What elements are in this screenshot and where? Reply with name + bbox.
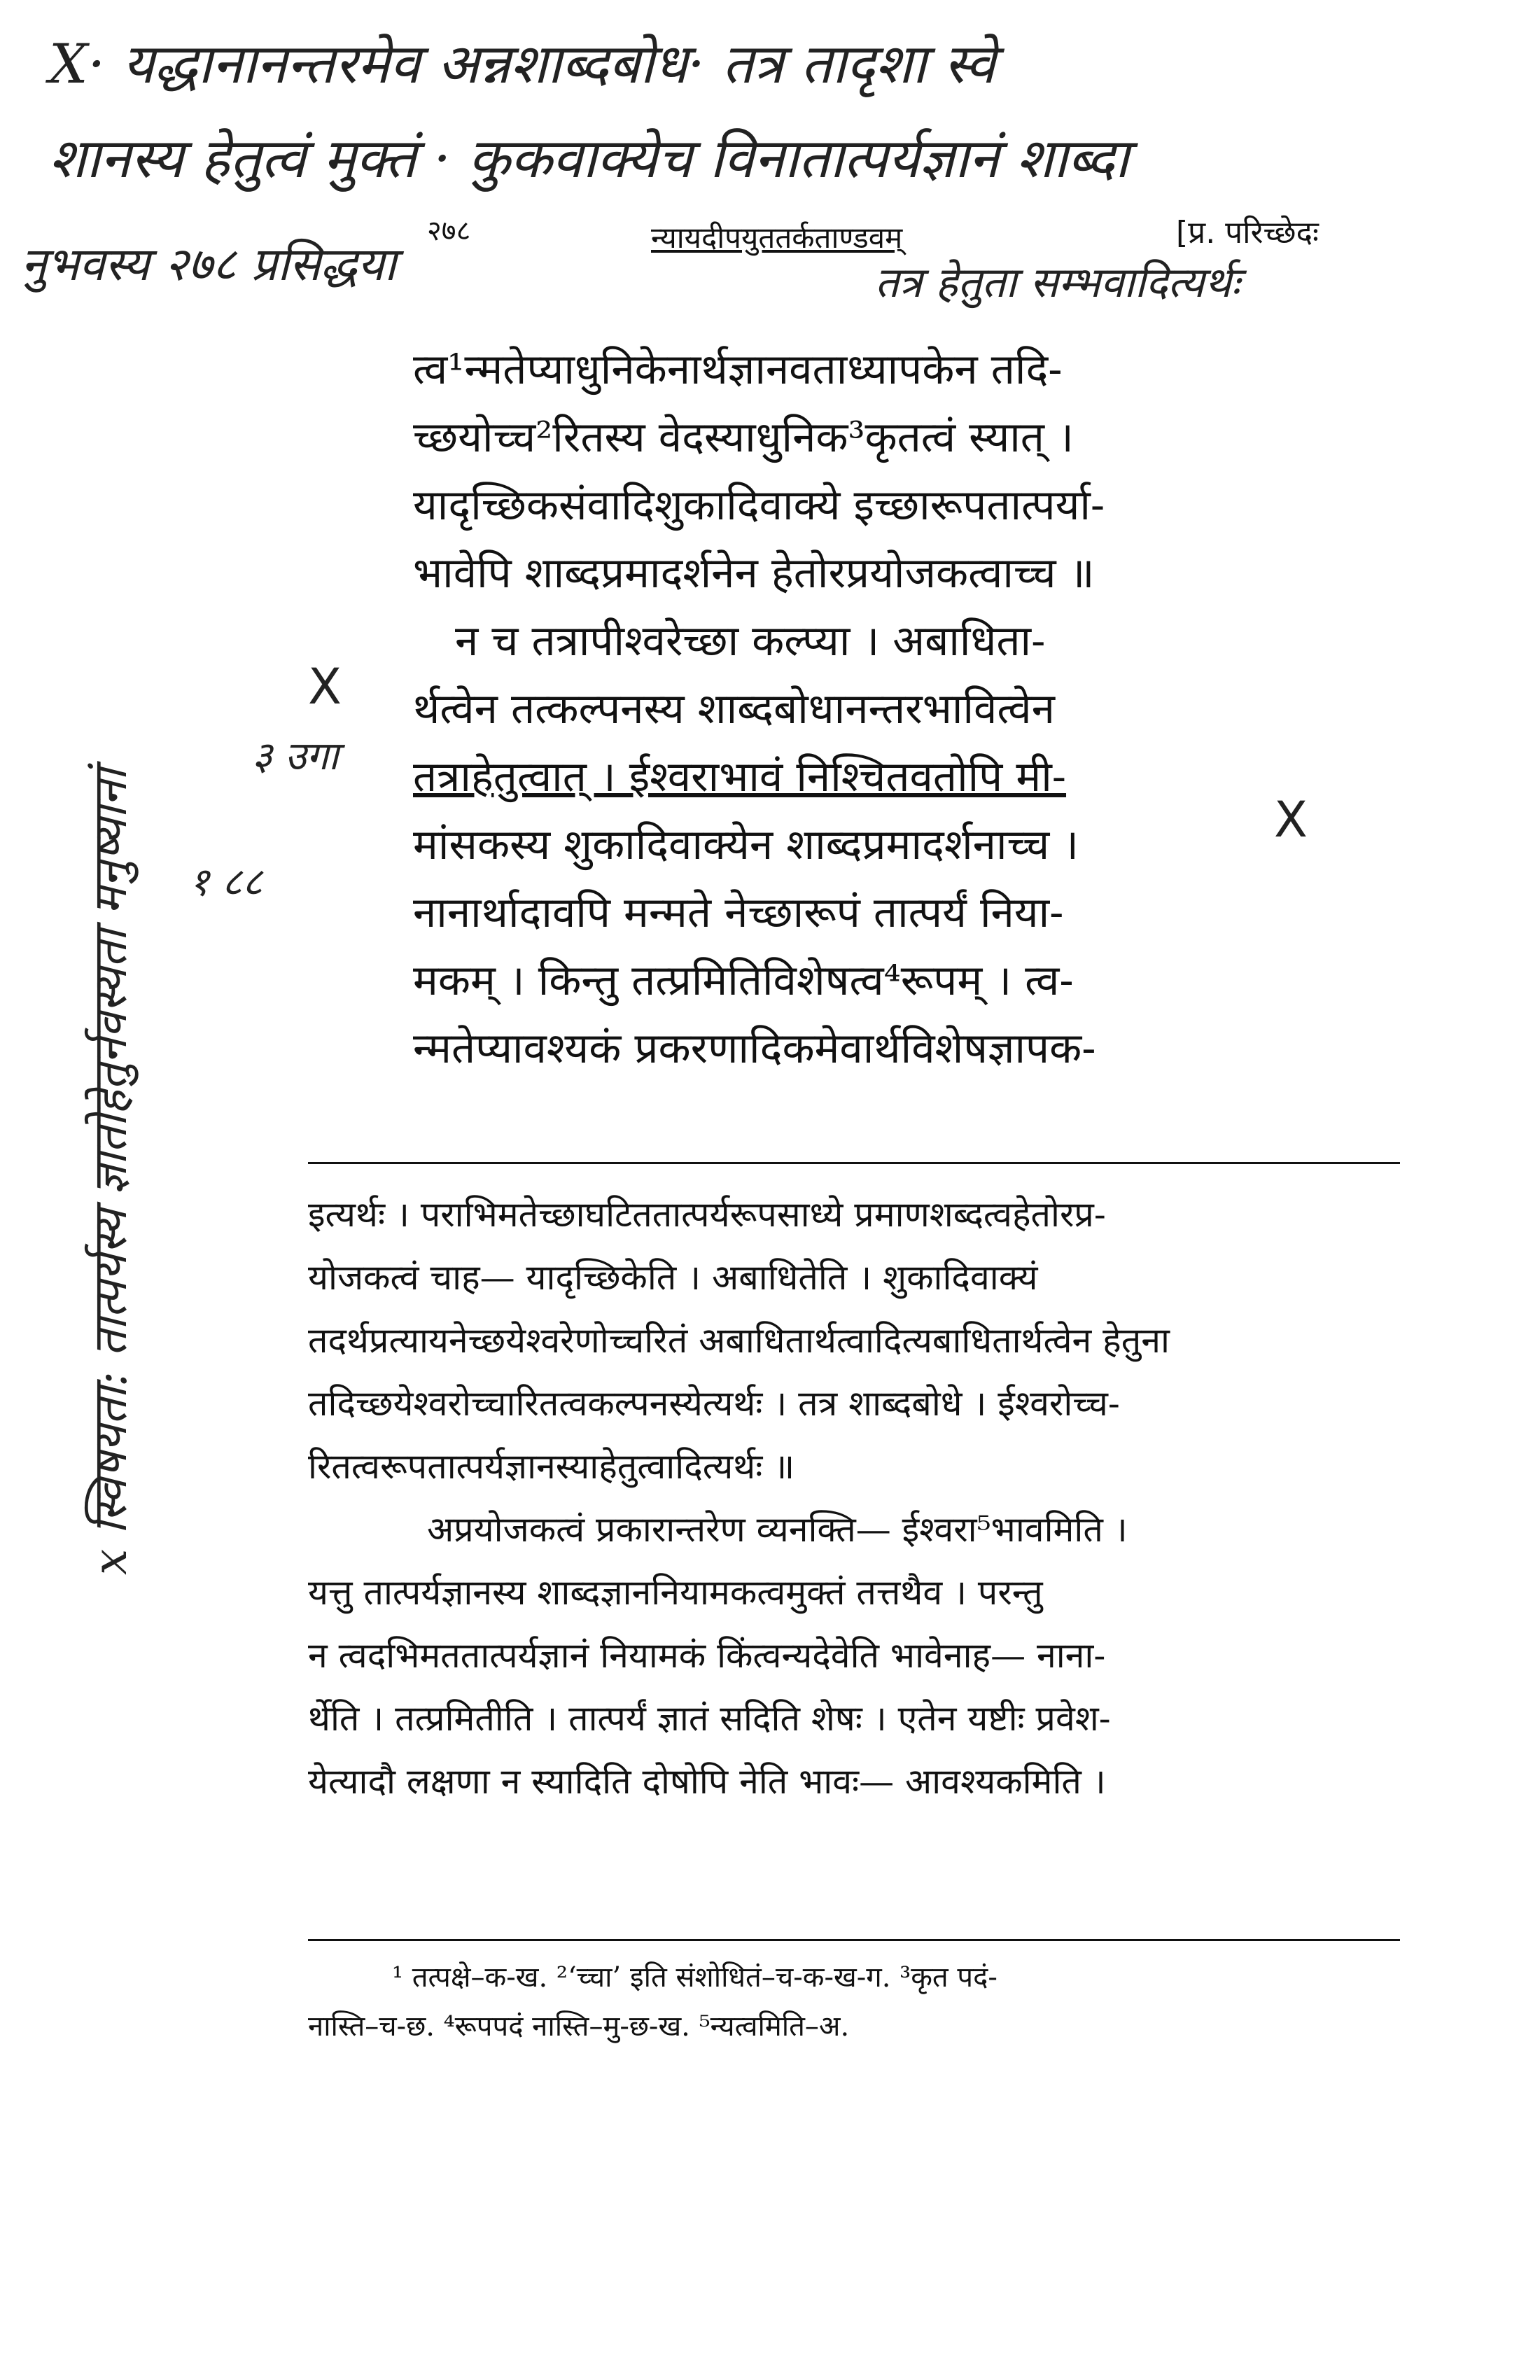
commentary-line: इत्यर्थः । पराभिमतेच्छाघटिततात्पर्यरूपसाध्ये प्रमाणशब्दत्वहेतोरप्र-	[308, 1194, 1106, 1235]
main-text-line: नानार्थादावपि मन्मते नेच्छारूपं तात्पर्यं निया-	[413, 888, 1064, 937]
handwritten-note-top-line-3: नुभवस्य २७८ प्रसिद्धया	[21, 237, 396, 291]
main-text	[413, 336, 1274, 1083]
handwritten-margin-note-2: १ ८८	[189, 860, 263, 905]
commentary-line: तदिच्छयेश्वरोच्चारितत्वकल्पनस्येत्यर्थः । तत्र शाब्दबोधे । ईश्वरोच्च-	[308, 1383, 1120, 1424]
commentary-line: योजकत्वं चाह— यादृच्छिकेति । अबाधितेति । शुकादिवाक्यं	[308, 1257, 1038, 1298]
handwritten-margin-note-1: ३ उगा	[252, 734, 339, 779]
handwritten-x-mark-right: X	[1274, 791, 1308, 848]
running-title: न्यायदीपयुततर्कताण्डवम्	[651, 220, 903, 255]
handwritten-note-top-line-2: शानस्य हेतुत्वं मुक्तं · कुकवाक्येच विनातात्पर्यज्ञानं शाब्दा	[49, 127, 1129, 190]
main-text-line: यादृच्छिकसंवादिशुकादिवाक्ये इच्छारूपतात्पर्या-	[413, 481, 1105, 530]
main-text-line: न च तत्रापीश्वरेच्छा कल्प्या । अबाधिता-	[455, 617, 1046, 666]
main-text-line: र्थत्वेन तत्कल्पनस्य शाब्दबोधानन्तरभावित्वेन	[413, 685, 1055, 734]
commentary-line: तदर्थप्रत्यायनेच्छयेश्वरेणोच्चरितं अबाधितार्थत्वादित्यबाधितार्थत्वेन हेतुना	[308, 1320, 1170, 1361]
commentary-line: येत्यादौ लक्षणा न स्यादिति दोषोपि नेति भावः— आवश्यकमिति ।	[308, 1761, 1106, 1802]
commentary-line: यत्तु तात्पर्यज्ञानस्य शाब्दज्ञाननियामकत्वमुक्तं तत्तथैव । परन्तु	[308, 1572, 1043, 1613]
main-text-line: च्छयोच्च²रितस्य वेदस्याधुनिक³कृतत्वं स्यात् ।	[413, 413, 1074, 462]
commentary-line: न त्वदभिमततात्पर्यज्ञानं नियामकं किंत्वन्यदेवेति भावेनाह— नाना-	[308, 1635, 1106, 1676]
handwritten-note-top-line-1: X· यद्धानानन्तरमेव अन्नशाब्दबोध· तत्र तादृशा स्वे	[49, 33, 995, 96]
commentary-line: अप्रयोजकत्वं प्रकारान्तरेण व्यनक्ति— ईश्वरा⁵भावमिति ।	[427, 1509, 1128, 1550]
page-number: २७८	[427, 215, 471, 247]
commentary	[308, 1183, 1400, 1813]
handwritten-note-top-line-3b: तत्र हेतुता सम्भवादित्यर्थः	[875, 258, 1240, 307]
commentary-line: र्थेति । तत्प्रमितीति । तात्पर्यं ज्ञातं सदिति शेषः । एतेन यष्टीः प्रवेश-	[308, 1698, 1111, 1739]
main-text-line: तत्राहेतुत्वात् । ईश्वराभावं निश्चितवतोपि मी-	[413, 752, 1067, 802]
main-text-line: भावेपि शाब्दप्रमादर्शनेन हेतोरप्रयोजकत्वाच्च ॥	[413, 549, 1095, 598]
footnote-line: ¹ तत्पक्षे–क-ख. ²‘च्चा’ इति संशोधितं–च-क-ख-ग. ³कृत पदं-	[392, 1961, 997, 1994]
main-text-line: न्मतेप्यावश्यकं प्रकरणादिकमेवार्थविशेषज्ञापक-	[413, 1024, 1096, 1073]
main-text-line: मकम् । किन्तु तत्प्रमितिविशेषत्व⁴रूपम् । त्व-	[413, 956, 1074, 1005]
footnote-line: नास्ति–च-छ. ⁴रूपपदं नास्ति–मु-छ-ख. ⁵न्यत्वमिति–अ.	[308, 2010, 850, 2043]
handwritten-side-note: x स्विषयता: तात्पर्यस्य ज्ञातोहेतुर्नवस्यता मनुष्यानां	[83, 769, 137, 1575]
section-label: [प्र. परिच्छेदः	[1176, 215, 1319, 251]
main-text-line: त्व¹न्मतेप्याधुनिकेनार्थज्ञानवताध्यापकेन तदि-	[413, 345, 1063, 394]
separator-rule	[308, 1162, 1400, 1164]
main-text-line: मांसकस्य शुकादिवाक्येन शाब्दप्रमादर्शनाच्च ।	[413, 820, 1079, 869]
footnote-rule	[308, 1939, 1400, 1941]
footnotes	[308, 1953, 1400, 2051]
commentary-line: रितत्वरूपतात्पर्यज्ञानस्याहेतुत्वादित्यर्थः ॥	[308, 1446, 795, 1487]
handwritten-x-mark-left: X	[308, 658, 342, 715]
